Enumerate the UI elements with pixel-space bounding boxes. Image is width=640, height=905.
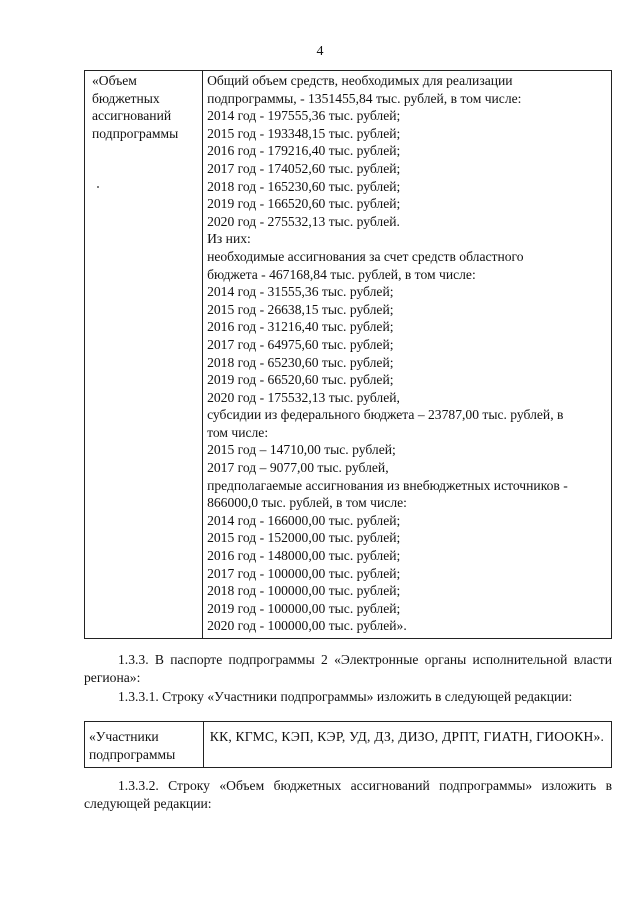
value-line: 2019 год - 166520,60 тыс. рублей; <box>207 196 401 212</box>
page-number: 4 <box>316 44 324 59</box>
value-line: Из них: <box>207 231 251 247</box>
value-line: Общий объем средств, необходимых для реализации <box>207 73 513 88</box>
value-line: 2016 год - 31216,40 тыс. рублей; <box>207 319 394 335</box>
value-line: 2017 год - 64975,60 тыс. рублей; <box>207 336 394 352</box>
value-line: 2017 год - 174052,60 тыс. рублей; <box>207 160 401 176</box>
table-label-cell <box>85 71 203 639</box>
value-line: 2014 год - 166000,00 тыс. рублей; <box>207 512 401 528</box>
value-line: 2019 год - 66520,60 тыс. рублей; <box>207 372 394 388</box>
value-line: 2018 год - 65230,60 тыс. рублей; <box>207 354 394 370</box>
value-line: 2017 год – 9077,00 тыс. рублей, <box>207 460 389 476</box>
table-value-cell <box>203 71 612 639</box>
label-line: подпрограммы <box>92 125 179 141</box>
value-line: 866000,0 тыс. рублей, в том числе: <box>207 495 407 511</box>
value-line: субсидии из федерального бюджета – 23787,00 тыс. рублей, в <box>207 407 564 423</box>
value-line: 2018 год - 100000,00 тыс. рублей; <box>207 583 401 599</box>
paragraph-1-3-3-1: 1.3.3.1. Строку «Участники подпрограммы» изложить в следующей редакции: <box>118 689 573 704</box>
participants-label-cell <box>85 722 204 768</box>
value-line: 2020 год - 100000,00 тыс. рублей». <box>207 618 407 634</box>
label-line: бюджетных <box>92 90 160 106</box>
value-line: 2014 год - 197555,36 тыс. рублей; <box>207 108 401 124</box>
value-line: 2017 год - 100000,00 тыс. рублей; <box>207 565 401 581</box>
value-line: 2016 год - 179216,40 тыс. рублей; <box>207 143 401 159</box>
participants-value-cell <box>203 722 611 768</box>
label-line: ассигнований <box>92 108 172 124</box>
value-line: 2020 год - 175532,13 тыс. рублей, <box>207 389 400 405</box>
value-line: 2014 год - 31555,36 тыс. рублей; <box>207 284 394 300</box>
participants-table <box>84 721 612 768</box>
label-line: «Объем <box>92 73 137 88</box>
value-line: 2015 год - 152000,00 тыс. рублей; <box>207 530 401 546</box>
budget-allocation-table <box>84 70 612 639</box>
value-line: 2019 год - 100000,00 тыс. рублей; <box>207 600 401 616</box>
value-line: предполагаемые ассигнования из внебюджетных источников - <box>207 477 568 493</box>
value-line: 2020 год - 275532,13 тыс. рублей. <box>207 213 400 229</box>
participants-label <box>85 722 203 767</box>
value-line: бюджета - 467168,84 тыс. рублей, в том числе: <box>207 266 476 282</box>
table-value-lines <box>203 71 611 638</box>
value-line: 2015 год – 14710,00 тыс. рублей; <box>207 442 396 458</box>
value-line: подпрограммы, - 1351455,84 тыс. рублей, в том числе: <box>207 90 522 106</box>
table-label <box>85 71 202 142</box>
value-line: 2016 год - 148000,00 тыс. рублей; <box>207 548 401 564</box>
value-line: 2015 год - 193348,15 тыс. рублей; <box>207 125 401 141</box>
label-line: подпрограммы <box>89 746 176 762</box>
value-line: 2018 год - 165230,60 тыс. рублей; <box>207 178 401 194</box>
value-line: том числе: <box>207 424 269 440</box>
paragraph-1-3-3-2: 1.3.3.2. Строку «Объем бюджетных ассигнований подпрограммы» изложить в следующей редакции: <box>84 778 612 811</box>
label-line: «Участники <box>89 729 159 744</box>
value-line: 2015 год - 26638,15 тыс. рублей; <box>207 301 394 317</box>
paragraph-1-3-3: 1.3.3. В паспорте подпрограммы 2 «Электронные органы исполнительной власти региона»: <box>84 652 612 685</box>
value-line: необходимые ассигнования за счет средств областного <box>207 248 524 264</box>
participants-value: КК, КГМС, КЭП, КЭР, УД, ДЗ, ДИЗО, ДРПТ, ГИАТН, ГИООКН». <box>209 729 605 744</box>
